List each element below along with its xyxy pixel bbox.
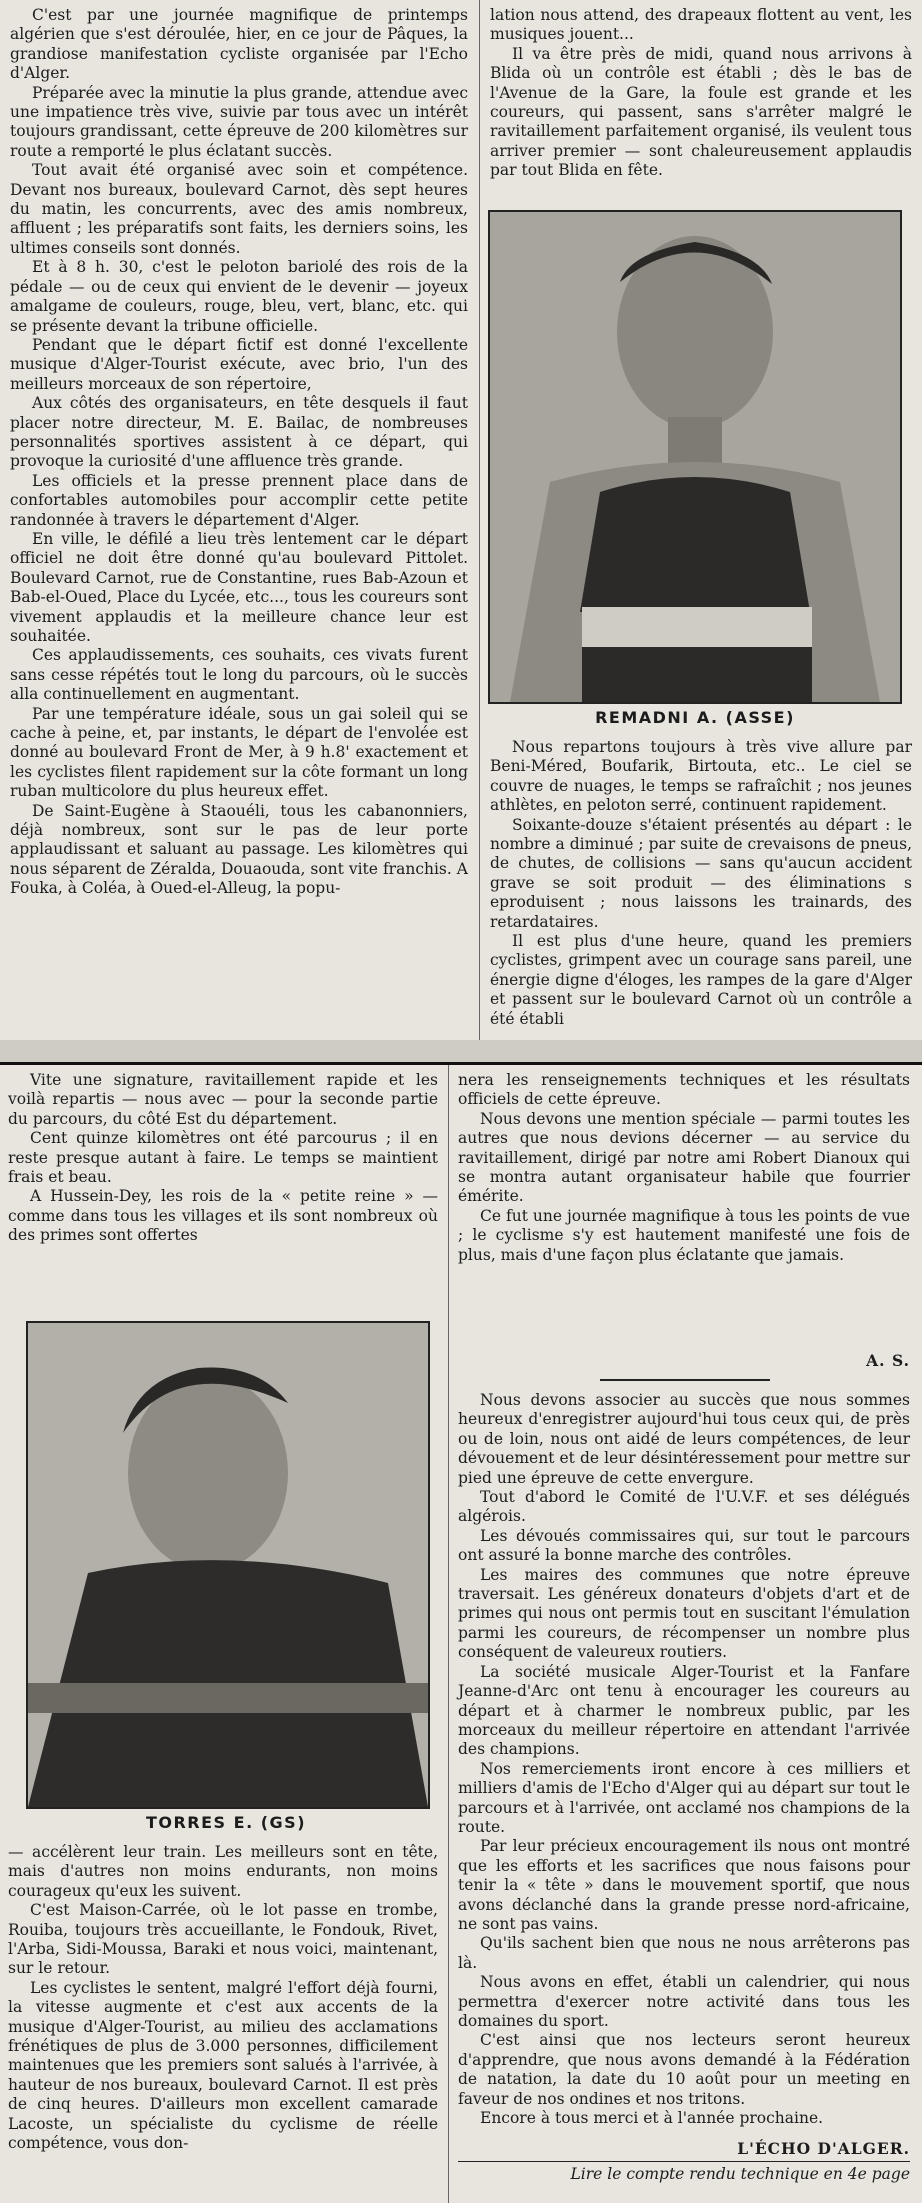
column-divider (479, 0, 480, 1040)
footer-note-wrap (458, 2165, 910, 2184)
paragraph: Soixante-douze s'étaient présentés au départ : le nombre a diminué ; par suite de crevaisons de pneus, de chutes, de collisions — sans qu'aucun accident grave se soit produit — des éliminations s eproduisent ; nous laissons les trainards, des retardataires. (490, 815, 912, 931)
paragraph: Nous devons associer au succès que nous sommes heureux d'enregistrer aujourd'hui tous ceux qui, de près ou de loin, nous ont aidé de leurs compétences, de leur dévouement et de leur désintéressement pour mettre sur pied une épreuve de cette envergure. (458, 1391, 910, 1487)
footer-rule (458, 2161, 910, 2162)
paragraph: La société musicale Alger-Tourist et la Fanfare Jeanne-d'Arc ont tenu à encourager les coureurs au départ et à charmer le nombreux public, par les morceaux du meilleur répertoire en attendant l'arrivée des champions. (458, 1662, 910, 1759)
paragraph: Préparée avec la minutie la plus grande, attendue avec une impatience très vive, suivie par tous avec un intérêt toujours grandissant, cette épreuve de 200 kilomètres sur route a remporté le plus éclatant succès. (10, 83, 468, 160)
paragraph: nera les renseignements techniques et les résultats officiels de cette épreuve. (458, 1071, 910, 1109)
signature-as: A. S. (866, 1351, 910, 1370)
column-right-top (490, 6, 912, 181)
paragraph: C'est ainsi que nos lecteurs seront heureux d'apprendre, que nous avons demandé à la Fédération de natation, la date du 10 août pour un meeting en faveur de nos ondines et nos tritons. (458, 2031, 910, 2108)
paragraph: Il est plus d'une heure, quand les premiers cyclistes, grimpent avec un courage sans pareil, une énergie digne d'éloges, les rampes de la gare d'Alger et passent sur le boulevard Carnot où un contrôle a été établi (490, 932, 912, 1028)
paragraph: Pendant que le départ fictif est donné l'excellente musique d'Alger-Tourist exécute, avec brio, l'un des meilleurs morceaux de son répertoire, (10, 335, 468, 393)
paragraph: Nous repartons toujours à très vive allure par Beni-Méred, Boufarik, Birtouta, etc.. Le ciel se couvre de nuages, le temps se rafraîchit ; nos jeunes athlètes, en peloton serré, continuent rapidement. (490, 738, 912, 815)
article-clipping-bottom (0, 1062, 922, 2203)
paragraph: Nous avons en effet, établi un calendrier, qui nous permettra d'exercer notre activité dans tous les domaines du sport. (458, 1973, 910, 2030)
paragraph: Ces applaudissements, ces souhaits, ces vivats furent sans cesse répétés tout le long du parcours, où le succès alla continuellement en augmentant. (10, 646, 468, 704)
portrait-photo-torres (26, 1321, 430, 1809)
paragraph: Les cyclistes le sentent, malgré l'effort déjà fourni, la vitesse augmente et c'est aux accents de la musique d'Alger-Tourist, au milieu des acclamations frénétiques de plus de 3.000 personnes, difficilement maintenues que les premiers sont salués à l'arrivée, à hauteur de nos bureaux, boulevard Carnot. Il est près de cinq heures. D'ailleurs mon excellent camarade Lacoste, un spécialiste du cyclisme de réelle compétence, vous don- (8, 1978, 438, 2153)
paragraph: C'est Maison-Carrée, où le lot passe en trombe, Rouiba, toujours très accueillante, le Fondouk, Rivet, l'Arba, Sidi-Moussa, Baraki et nous voici, maintenant, sur le retour. (8, 1901, 438, 1978)
column-right-bottom (490, 738, 912, 1029)
paragraph: De Saint-Eugène à Staouéli, tous les cabanonniers, déjà nombreux, sont sur le pas de leur porte applaudissant et saluant au passage. Les kilomètres qui nous séparent de Zéralda, Douaouda, sont vite franchis. A Fouka, à Coléa, à Oued-el-Alleug, la popu- (10, 801, 468, 898)
paragraph: Vite une signature, ravitaillement rapide et les voilà repartis — nous avec — pour la seconde partie du parcours, du côté Est du département. (8, 1071, 438, 1128)
column-left-top (8, 1071, 438, 1246)
paragraph: Encore à tous merci et à l'année prochaine. (480, 2109, 824, 2128)
paragraph: Nous devons une mention spéciale — parmi toutes les autres que nous devions décerner — au service du ravitaillement, dirigé par notre ami Robert Dianoux qui se montra autant organisateur habile que fourrier émérite. (458, 1109, 910, 1206)
paragraph: Les officiels et la presse prennent place dans de confortables automobiles pour accomplir cette petite randonnée à travers le département d'Alger. (10, 471, 468, 529)
paragraph: En ville, le défilé a lieu très lentement car le départ officiel ne doit être donné qu'au boulevard Pittolet. Boulevard Carnot, rue de Constantine, rues Bab-Azoun et Bab-el-Oued, Place du Lycée, etc..., tous les coureurs sont vivement applaudis et la meilleure chance leur est souhaitée. (10, 529, 468, 645)
paragraph: Qu'ils sachent bien que nous ne nous arrêterons pas là. (458, 1934, 910, 1972)
paragraph: Ce fut une journée magnifique à tous les points de vue ; le cyclisme s'y est hautement manifesté une fois de plus, mais d'une façon plus éclatante que jamais. (458, 1206, 910, 1264)
clipping-gap (0, 1040, 922, 1062)
column-divider (448, 1065, 449, 2203)
paragraph: Nos remerciements iront encore à ces milliers et milliers d'amis de l'Echo d'Alger qui au départ sur tout le parcours et à l'arrivée, ont acclamé nos champions de la route. (458, 1759, 910, 1836)
paragraph: C'est par une journée magnifique de printemps algérien que s'est déroulée, hier, en ce jour de Pâques, la grandiose manifestation cycliste organisée par l'Echo d'Alger. (10, 6, 468, 83)
paragraph: — accélèrent leur train. Les meilleurs sont en tête, mais d'autres non moins endurants, non moins courageux qu'eux les suivent. (8, 1843, 438, 1900)
paragraph: lation nous attend, des drapeaux flottent au vent, les musiques jouent... (490, 6, 912, 44)
portrait-photo-remadni (488, 210, 902, 704)
paragraph: Et à 8 h. 30, c'est le peloton bariolé des rois de la pédale — ou de ceux qui envient de le devenir — joyeux amalgame de couleurs, rouge, bleu, vert, blanc, etc. qui se présente devant la tribune officielle. (10, 258, 468, 335)
paragraph: Aux côtés des organisateurs, en tête desquels il faut placer notre directeur, M. E. Bailac, de nombreuses personnalités sportives assistent à ce départ, qui provoque la curiosité d'une affluence très grande. (10, 394, 468, 471)
photo-caption: REMADNI A. (ASSE) (595, 708, 795, 727)
paragraph: Cent quinze kilomètres ont été parcourus ; il en reste presque autant à faire. Le temps se maintient frais et beau. (8, 1129, 438, 1187)
column-right-signature (458, 1351, 910, 1370)
paragraph: Tout avait été organisé avec soin et compétence. Devant nos bureaux, boulevard Carnot, dès sept heures du matin, les concurrents, avec des amis nombreux, affluent ; les préparatifs sont faits, les derniers soins, les ultimes conseils sont donnés. (10, 161, 468, 257)
separator-line (600, 1379, 770, 1381)
footer-note: Lire le compte rendu technique en 4e page (570, 2165, 910, 2183)
signature-echo: L'ÉCHO D'ALGER. (737, 2139, 910, 2158)
article-clipping-top (0, 0, 922, 1040)
paragraph: A Hussein-Dey, les rois de la « petite reine » — comme dans tous les villages et ils sont nombreux où des primes sont offertes (8, 1187, 438, 1245)
paragraph: Les maires des communes que notre épreuve traversait. Les généreux donateurs d'objets d'art et de primes qui nous ont permis tout en suscitant l'émulation parmi les coureurs, de récompenser un nombre plus conséquent de valeureux routiers. (458, 1565, 910, 1662)
column-left (10, 6, 468, 899)
column-right-upper (458, 1071, 910, 1265)
photo-caption: TORRES E. (GS) (145, 1813, 307, 1832)
column-right-closing (458, 2139, 910, 2158)
paragraph: Il va être près de midi, quand nous arrivons à Blida où un contrôle est établi ; dès le bas de l'Avenue de la Gare, la foule est grande et les coureurs, qui passent, sans s'arrêter malgré le ravitaillement parfaitement organisé, ils veulent tous arriver premier — sont chaleureusement applaudis par tout Blida en fête. (490, 44, 912, 180)
paragraph: Les dévoués commissaires qui, sur tout le parcours ont assuré la bonne marche des contrôles. (458, 1526, 910, 1565)
paragraph: Tout d'abord le Comité de l'U.V.F. et ses délégués algérois. (458, 1488, 910, 1526)
paragraph: Par une température idéale, sous un gai soleil qui se cache à peine, et, par instants, le départ de l'envolée est donné au boulevard Front de Mer, à 9 h.8' exactement et les cyclistes filent rapidement sur la côte formant un long ruban multicolore du plus heureux effet. (10, 704, 468, 801)
column-right-lower (458, 1391, 910, 2128)
column-left-bottom (8, 1843, 438, 2154)
paragraph: Par leur précieux encouragement ils nous ont montré que les efforts et les sacrifices que nous faisons pour tenir la « tête » dans le mouvement sportif, que nous avons déclanché dans la grande presse nord-africaine, ne sont pas vains. (458, 1837, 910, 1933)
